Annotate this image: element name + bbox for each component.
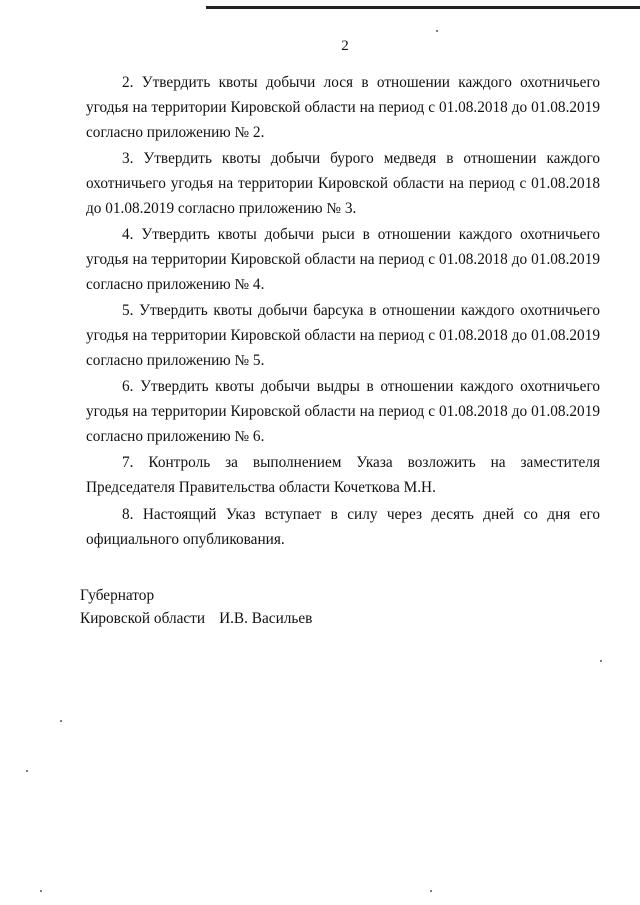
paragraph-7 <box>86 450 600 500</box>
scan-speck <box>436 30 438 32</box>
paragraph-text: 4. Утвердить квоты добычи рыси в отношении каждого охотничьего угодья на территории Кировской области на период с 01.08.2018 до 01.08.2019 согласно приложению № 4. <box>86 226 600 293</box>
scan-speck <box>600 660 602 662</box>
top-border-line <box>206 6 640 9</box>
paragraph-text: 5. Утвердить квоты добычи барсука в отношении каждого охотничьего угодья на территории Кировской области на период с 01.08.2018 до 01.08.2019 согласно приложению № 5. <box>86 302 600 369</box>
signatory-line <box>80 607 312 630</box>
paragraph-4 <box>86 222 600 297</box>
scan-speck <box>60 720 62 722</box>
paragraph-3 <box>86 146 600 221</box>
signature-block <box>80 584 312 630</box>
paragraph-text: 2. Утвердить квоты добычи лося в отношении каждого охотничьего угодья на территории Кировской области на период с 01.08.2018 до 01.08.2019 согласно приложению № 2. <box>86 74 600 141</box>
signatory-region: Кировской области <box>80 610 206 627</box>
paragraph-text: 6. Утвердить квоты добычи выдры в отношении каждого охотничьего угодья на территории Кировской области на период с 01.08.2018 до 01.08.2019 согласно приложению № 6. <box>86 378 600 445</box>
paragraph-8 <box>86 502 600 552</box>
paragraph-6 <box>86 374 600 449</box>
scan-speck <box>430 890 432 892</box>
paragraph-2 <box>86 70 600 145</box>
paragraph-text: 8. Настоящий Указ вступает в силу через десять дней со дня его официального опубликования. <box>86 506 600 548</box>
scan-speck <box>40 890 42 892</box>
signatory-position: Губернатор <box>80 587 155 604</box>
paragraph-text: 3. Утвердить квоты добычи бурого медведя в отношении каждого охотничьего угодья на территории Кировской области на период с 01.08.2018 до 01.08.2019 согласно приложению № 3. <box>86 150 600 217</box>
paragraph-text: 7. Контроль за выполнением Указа возложить на заместителя Председателя Правительства области Кочеткова М.Н. <box>86 454 600 496</box>
page-number: 2 <box>341 38 349 54</box>
scan-speck <box>26 770 28 772</box>
paragraph-5 <box>86 298 600 373</box>
signatory-name: И.В. Васильев <box>219 610 313 627</box>
